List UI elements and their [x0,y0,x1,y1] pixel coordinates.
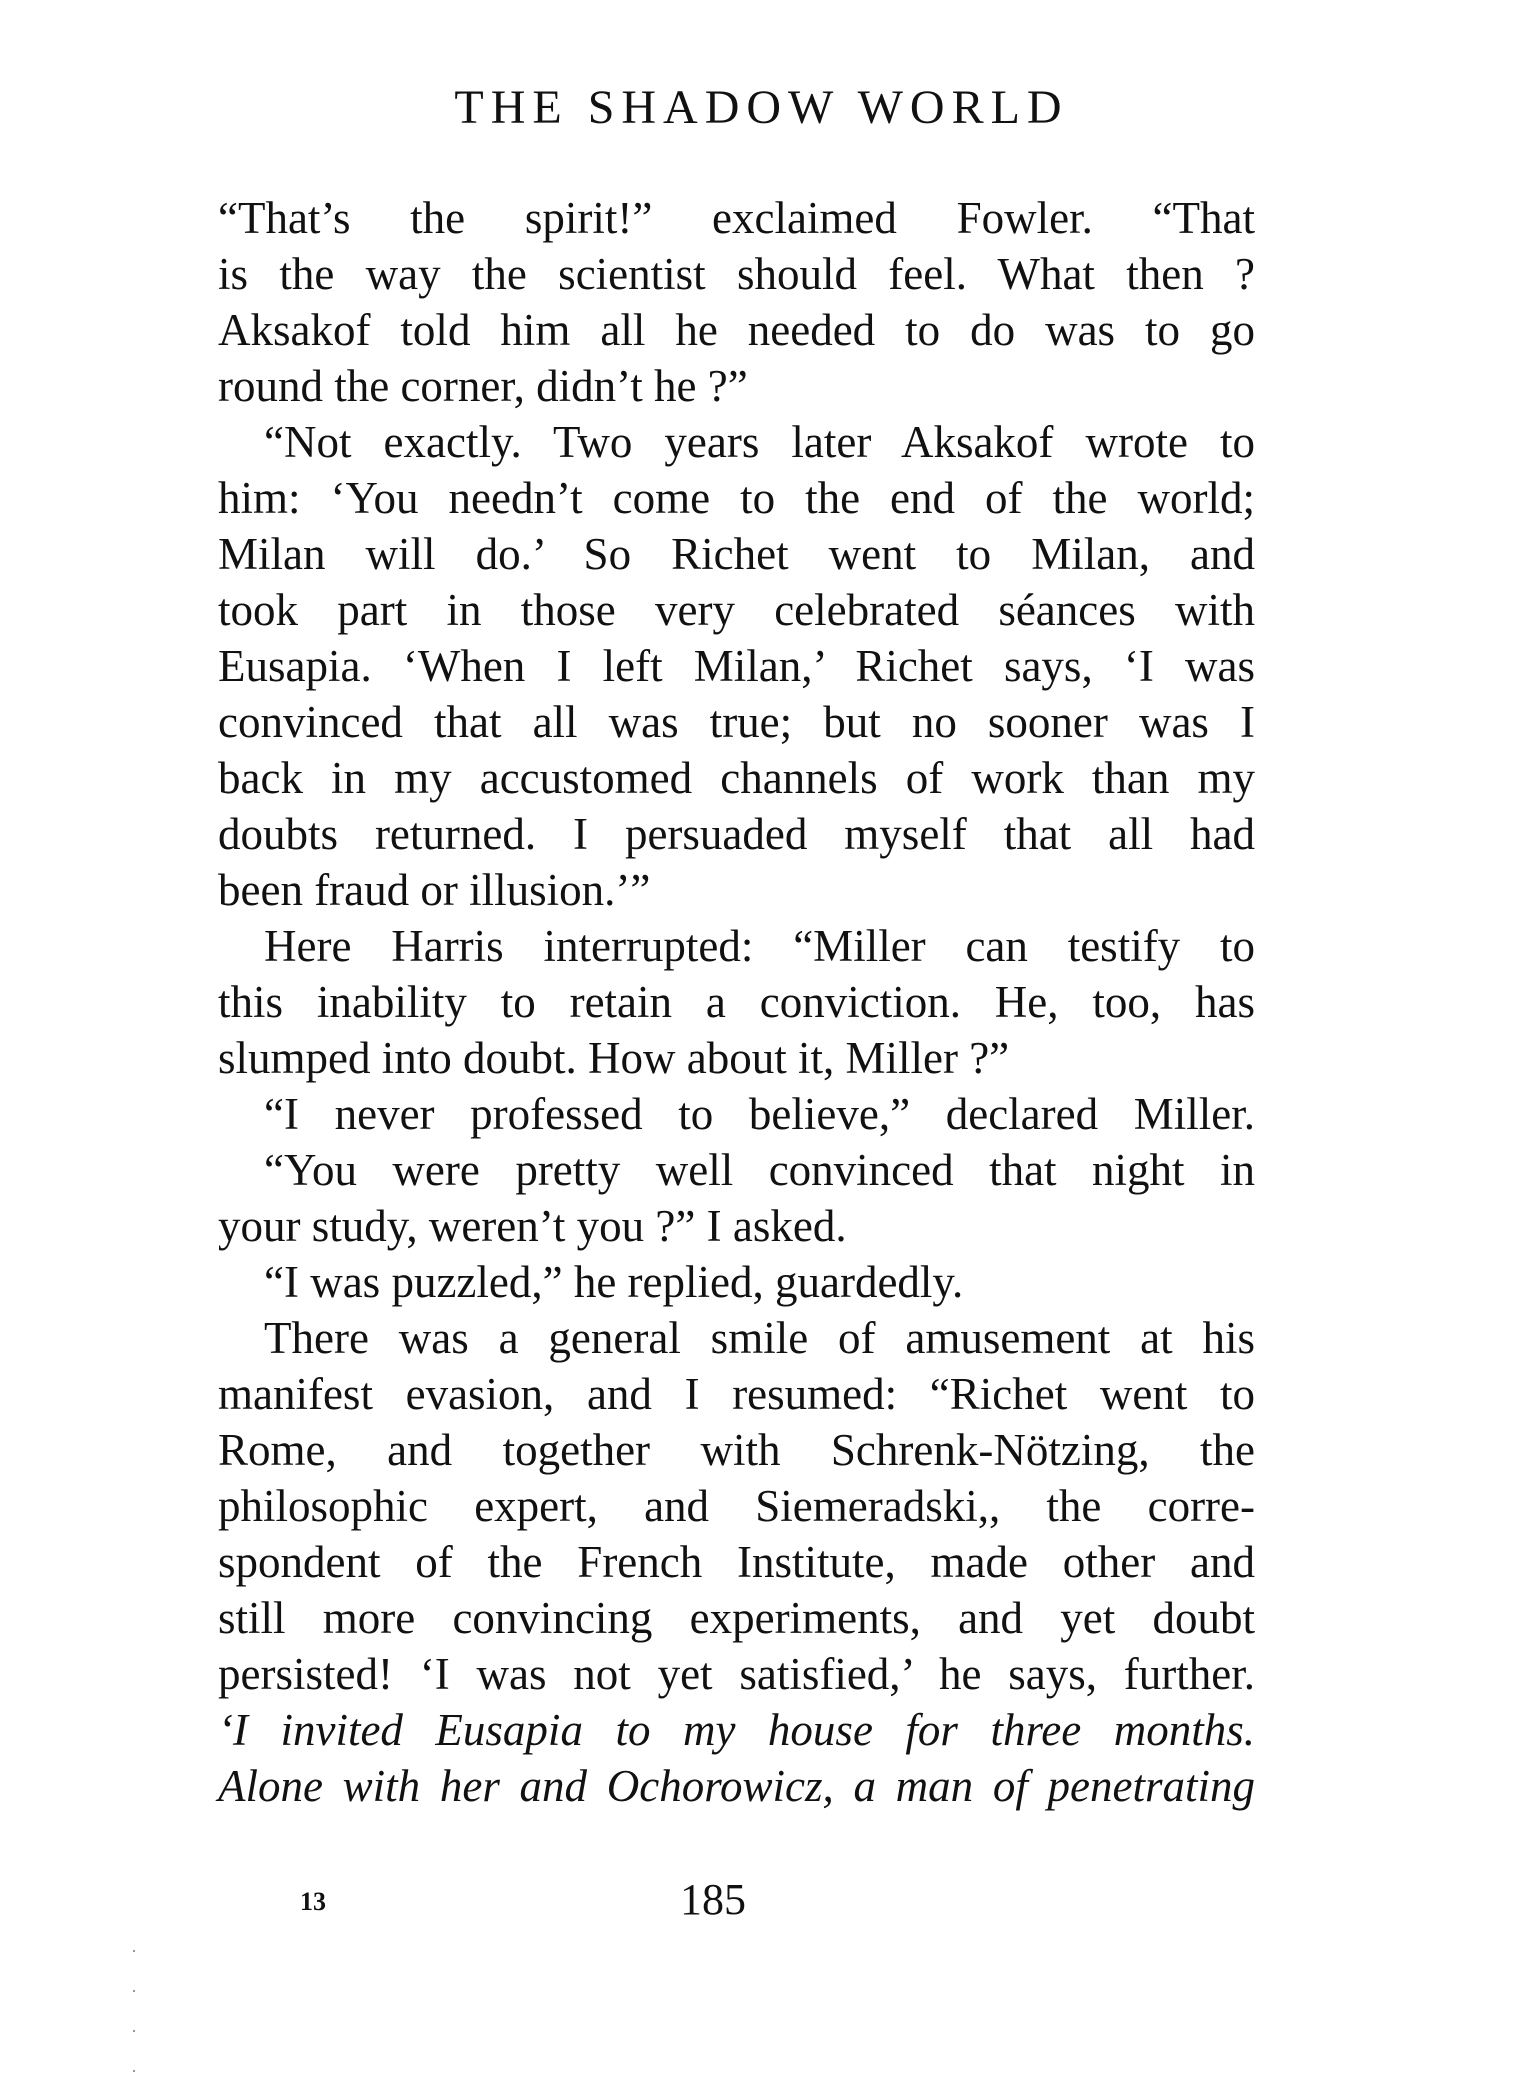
text-line: convinced that all was true; but no sooner was I [218,697,1255,747]
text-line: Aksakof told him all he needed to do was to go [218,305,1255,355]
text-line: round the corner, didn’t he ?” [218,361,748,411]
text-line: ‘I invited Eusapia to my house for three months. [218,1705,1255,1755]
text-line: There was a general smile of amusement at his [264,1313,1255,1363]
text-line: “I never professed to believe,” declared Miller. [264,1089,1255,1139]
text-line: Milan will do.’ So Richet went to Milan, and [218,529,1255,579]
text-line: “I was puzzled,” he replied, guardedly. [264,1257,964,1307]
text-line: been fraud or illusion.’” [218,865,651,915]
text-line: “You were pretty well convinced that night in [264,1145,1255,1195]
text-line: this inability to retain a conviction. He, too, has [218,977,1255,1027]
scan-speck [133,2030,135,2032]
text-line: spondent of the French Institute, made other and [218,1537,1255,1587]
text-line: manifest evasion, and I resumed: “Richet went to [218,1369,1255,1419]
text-line: took part in those very celebrated séances with [218,585,1255,635]
text-line: “That’s the spirit!” exclaimed Fowler. “That [218,193,1255,243]
text-line: Rome, and together with Schrenk-Nötzing, the [218,1425,1255,1475]
signature-mark: 13 [300,1887,326,1916]
text-line: slumped into doubt. How about it, Miller ?” [218,1033,1010,1083]
text-line: doubts returned. I persuaded myself that all had [218,809,1255,859]
text-line: persisted! ‘I was not yet satisfied,’ he says, further. [218,1649,1255,1699]
text-line: philosophic expert, and Siemeradski,, the corre- [218,1481,1255,1531]
text-line: Eusapia. ‘When I left Milan,’ Richet says, ‘I was [218,641,1255,691]
text-line: still more convincing experiments, and yet doubt [218,1593,1255,1643]
running-title: THE SHADOW WORLD [454,81,1069,134]
scan-speck [133,1950,135,1952]
scan-speck [133,1990,135,1992]
text-line: Here Harris interrupted: “Miller can testify to [264,921,1255,971]
text-line: back in my accustomed channels of work than my [218,753,1255,803]
page-number: 185 [680,1875,746,1924]
scan-speck [133,2070,135,2072]
text-line: “Not exactly. Two years later Aksakof wrote to [264,417,1255,467]
text-line: him: ‘You needn’t come to the end of the world; [218,473,1255,523]
text-line: is the way the scientist should feel. What then ? [218,249,1255,299]
text-line: Alone with her and Ochorowicz, a man of penetrating [218,1761,1255,1811]
text-line: your study, weren’t you ?” I asked. [218,1201,847,1251]
